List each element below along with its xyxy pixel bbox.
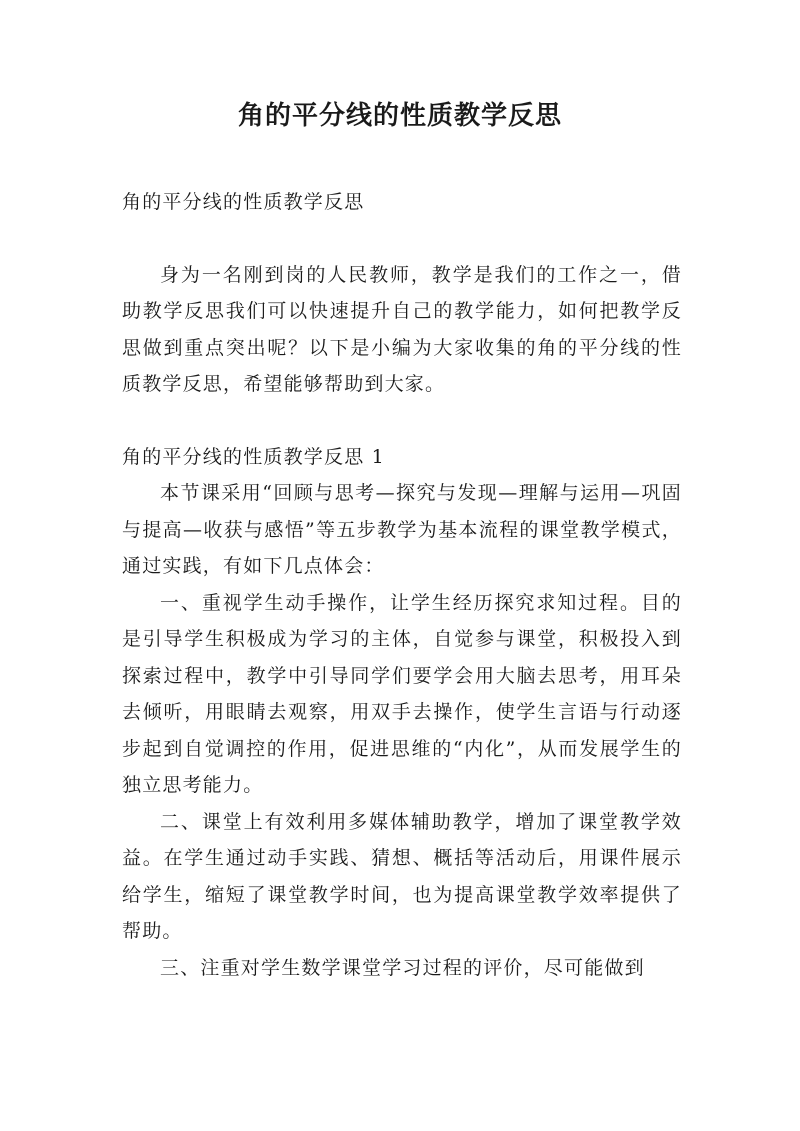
document-title: 角的平分线的性质教学反思: [237, 101, 562, 131]
body-paragraph: 本节课采用“回顾与思考—探究与发现—理解与运用—巩固与提高—收获与感悟”等五步教学为基本流程的课堂教学模式，通过实践，有如下几点体会：: [122, 482, 682, 577]
body-paragraph: 一、重视学生动手操作，让学生经历探究求知过程。目的是引导学生积极成为学习的主体，自觉参与课堂，积极投入到探索过程中，教学中引导同学们要学会用大脑去思考，用耳朵去倾听，用眼睛去观察，用双手去操作，使学生言语与行动逐步起到自觉调控的作用，促进思维的“内化”，从而发展学生的独立思考能力。: [122, 591, 682, 796]
document-subtitle: 角的平分线的性质教学反思: [122, 191, 365, 213]
body-paragraph: 三、注重对学生数学课堂学习过程的评价，尽可能做到: [160, 956, 645, 979]
section-heading: 角的平分线的性质教学反思 1: [122, 445, 385, 468]
body-paragraph: 二、课堂上有效利用多媒体辅助教学，增加了课堂教学效益。在学生通过动手实践、猜想、概括等活动后，用课件展示给学生，缩短了课堂教学时间，也为提高课堂教学效率提供了帮助。: [122, 810, 682, 942]
document-body: [122, 184, 682, 986]
intro-paragraph: 身为一名刚到岗的人民教师，教学是我们的工作之一，借助教学反思我们可以快速提升自己的教学能力，如何把教学反思做到重点突出呢？以下是小编为大家收集的角的平分线的性质教学反思，希望能够帮助到大家。: [122, 263, 682, 395]
